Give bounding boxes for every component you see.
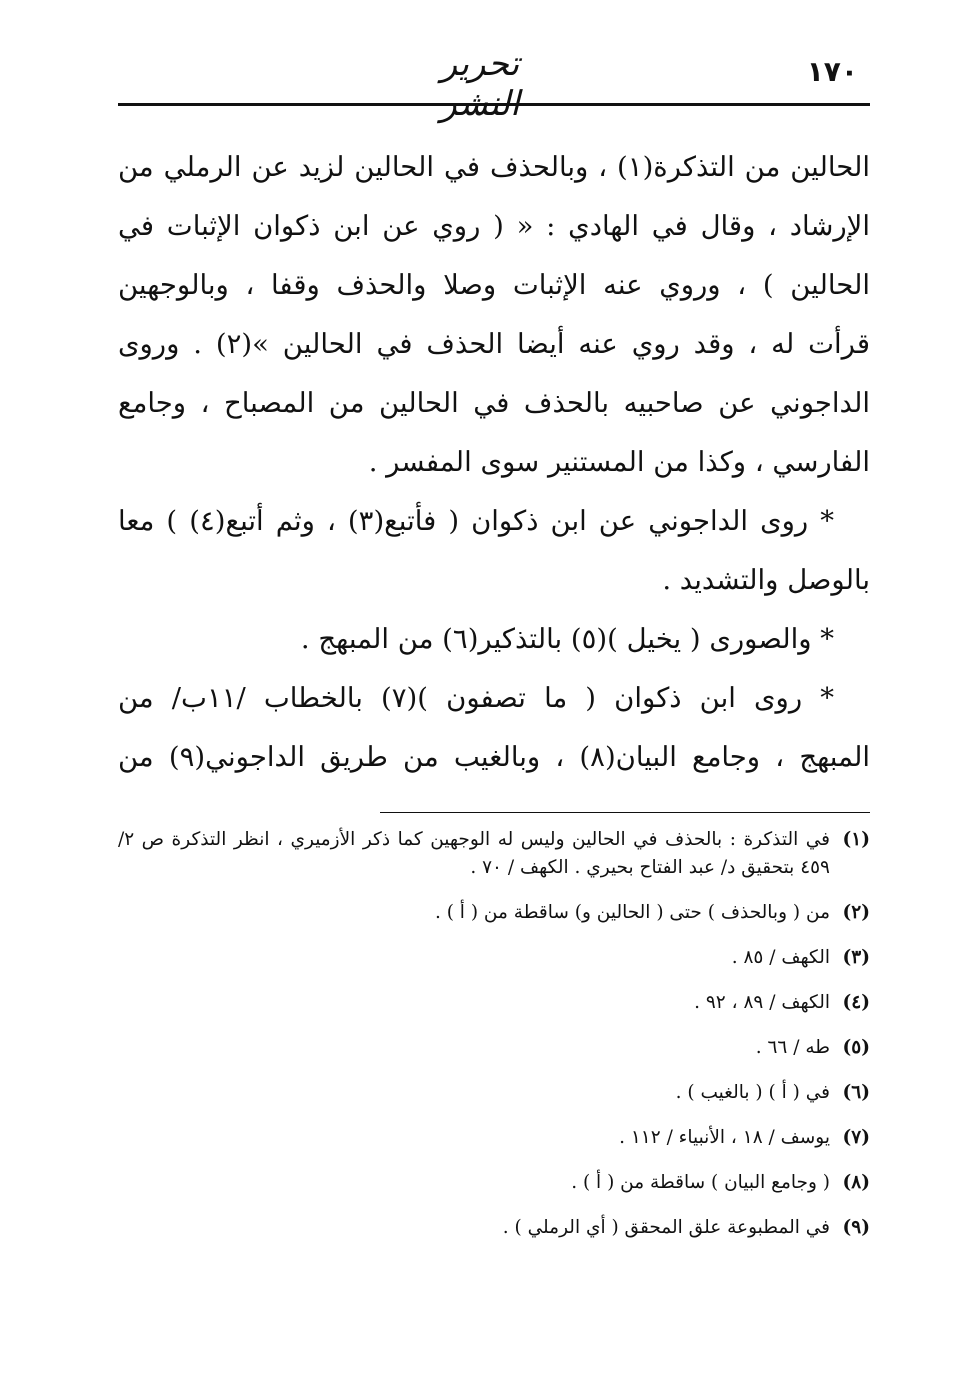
footnote [118, 1079, 870, 1107]
footnote [118, 826, 870, 882]
body-line: قرأت له ، وقد روي عنه أيضا الحذف في الحالين »(٢) . وروى [118, 328, 870, 360]
footnote-number: (٢) [842, 902, 870, 923]
footnote-number: (٤) [842, 992, 870, 1013]
footnote [118, 1124, 870, 1152]
footnote-divider [380, 812, 870, 813]
body-line: المبهج ، وجامع البيان(٨) ، وبالغيب من طريق الداجوني(٩) من [118, 741, 870, 773]
footnotes [118, 826, 870, 1259]
body-line: الفارسي ، وكذا من المستنير سوى المفسر . [368, 446, 870, 478]
footnote-text: ( وجامع البيان ) ساقطة من ( أ ) . [571, 1172, 830, 1193]
footnote-number: (٥) [842, 1037, 870, 1058]
footnote-number: (٨) [842, 1172, 870, 1193]
footnote [118, 1214, 870, 1242]
header-rule [118, 103, 870, 106]
footnote-number: (٦) [842, 1082, 870, 1103]
page-number: ١٧٠ [806, 55, 858, 88]
footnote-text: الكهف / ٨٩ ، ٩٢ . [694, 992, 830, 1013]
footnote-number: (١) [842, 829, 870, 850]
footnote [118, 899, 870, 927]
body-line: الحالين من التذكرة(١) ، وبالحذف في الحالين لزيد عن الرملي من [118, 151, 870, 183]
footnote-text: يوسف / ١٨ ، الأنبياء / ١١٢ . [619, 1127, 830, 1148]
body-line: * روى الداجوني عن ابن ذكوان ( فأتبع(٣) ، وثم أتبع(٤) ) معا [118, 505, 834, 537]
body-line: الإرشاد ، وقال في الهادي : « ( روي عن ابن ذكوان الإثبات في [118, 210, 870, 242]
footnote-number: (٧) [842, 1127, 870, 1148]
footnote [118, 1034, 870, 1062]
footnote-number: (٩) [842, 1217, 870, 1238]
body-line: * روى ابن ذكوان ( ما تصفون )(٧) بالخطاب /١١ب/ من [118, 682, 834, 714]
body-line: الحالين ) ، وروي عنه الإثبات وصلا والحذف وقفا ، وبالوجهين [118, 269, 870, 301]
footnote [118, 1169, 870, 1197]
body-line: بالوصل والتشديد . [662, 564, 870, 596]
body-line: * والصورى ( يخيل )(٥) بالتذكير(٦) من المبهج . [300, 623, 834, 655]
footnote-text: في المطبوعة علق المحقق ( أي الرملي ) . [502, 1217, 830, 1238]
footnote [118, 944, 870, 972]
footnote-text: طه / ٦٦ . [755, 1037, 830, 1058]
footnote-text: من ( وبالحذف ) حتى ( الحالين و) ساقطة من ( أ ) . [434, 902, 830, 923]
footnote-number: (٣) [842, 947, 870, 968]
body-text [118, 138, 870, 787]
footnote-text: في ( أ ) ( بالغيب ) . [675, 1082, 830, 1103]
footnote-text: في التذكرة : بالحذف في الحالين وليس له الوجهين كما ذكر الأزميري ، انظر التذكرة ص ٢/ ٤٥٩ بتحقيق د/ عبد الفتاح بحيري . الكهف / ٧٠ . [118, 829, 830, 878]
body-line: الداجوني عن صاحبيه بالحذف في الحالين من المصباح ، وجامع [118, 387, 870, 419]
footnote [118, 989, 870, 1017]
footnote-text: الكهف / ٨٥ . [731, 947, 830, 968]
running-header-title: تحرير النشر [440, 44, 520, 124]
